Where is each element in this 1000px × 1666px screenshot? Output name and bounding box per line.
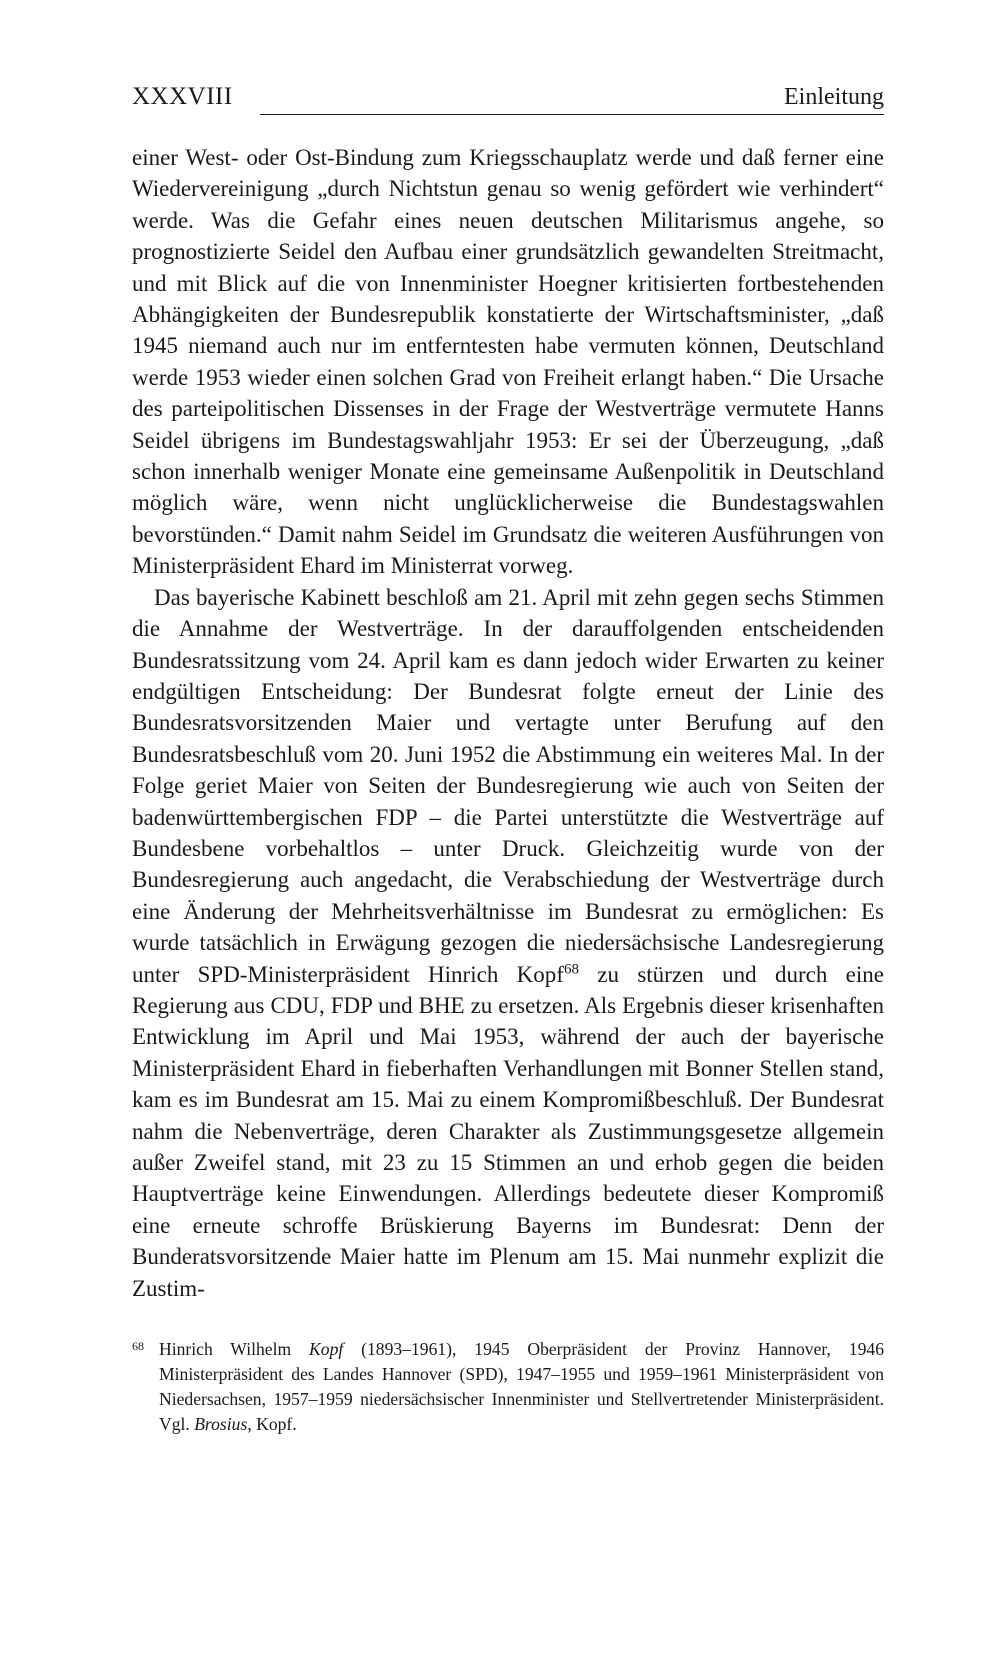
- footnote-text-part-1: Hinrich Wilhelm: [159, 1339, 310, 1359]
- page-number: XXXVIII: [132, 83, 233, 110]
- paragraph-1: einer West- oder Ost-Bindung zum Kriegsschauplatz werde und daß ferner eine Wiedervereinigung „durch Nichtstun genau so wenig gefördert wie verhindert“ werde. Was die Gefahr eines neuen deutschen Militarismus angehe, so prognostizierte Seidel den Aufbau einer grundsätzlich gewandelten Streitmacht, und mit Blick auf die von Innenminister Hoegner kritisierten fortbestehenden Abhängigkeiten der Bundesrepublik konstatierte der Wirtschaftsminister, „daß 1945 niemand auch nur im entferntesten habe vermuten können, Deutschland werde 1953 wieder einen solchen Grad von Freiheit erlangt haben.“ Die Ursache des parteipolitischen Dissenses in der Frage der Westverträge vermutete Hanns Seidel übrigens im Bundestagswahljahr 1953: Er sei der Überzeugung, „daß schon innerhalb weniger Monate eine gemeinsame Außenpolitik in Deutschland möglich wäre, wenn nicht unglücklicherweise die Bundestagswahlen bevorstünden.“ Damit nahm Seidel im Grundsatz die weiteren Ausführungen von Ministerpräsident Ehard im Ministerrat vorweg.: [132, 145, 884, 579]
- main-text: [132, 142, 884, 1304]
- running-title: Einleitung: [784, 84, 884, 110]
- paragraph-2: [132, 582, 884, 1304]
- paragraph-2-text-after-note: zu stürzen und durch eine Regierung aus CDU, FDP und BHE zu ersetzen. Als Ergebnis dieser krisenhaften Entwicklung im April und Mai 1953, während der auch der bayerische Ministerpräsident Ehard in fieberhaften Verhandlungen mit Bonner Stellen stand, kam es im Bundesrat am 15. Mai zu einem Kompromißbeschluß. Der Bundesrat nahm die Nebenverträge, deren Charakter als Zustimmungsgesetze allgemein außer Zweifel stand, mit 23 zu 15 Stimmen an und erhob gegen die beiden Hauptverträge keine Einwendungen. Allerdings bedeutete dieser Kompromiß eine erneute schroffe Brüskierung Bayerns im Bundesrat: Denn der Bunderatsvorsitzende Maier hatte im Plenum am 15. Mai nunmehr explizit die Zustim-: [132, 961, 884, 1301]
- footnote-reference-68[interactable]: 68: [563, 960, 579, 977]
- footnote-68: [132, 1337, 884, 1437]
- footnote-number: 68: [132, 1339, 144, 1353]
- footnote-italic-author: Brosius: [194, 1414, 248, 1434]
- header-rule: [260, 114, 884, 115]
- footnote-text-part-3: , Kopf.: [247, 1414, 297, 1434]
- footnotes: [132, 1337, 884, 1437]
- footnote-italic-name: Kopf: [309, 1339, 344, 1359]
- footnote-text-part-2: (1893–1961), 1945 Oberpräsident der Provinz Hannover, 1946 Ministerpräsident des Landes Hannover (SPD), 1947–1955 und 1959–1961 Ministerpräsident von Niedersachsen, 1957–1959 niedersächsischer Innenminister und Stellvertretender Ministerpräsident. Vgl.: [159, 1339, 884, 1434]
- running-head: [132, 82, 884, 116]
- paragraph-2-text-before-note: Das bayerische Kabinett beschloß am 21. April mit zehn gegen sechs Stimmen die Annahme der Westverträge. In der darauffolgenden entscheidenden Bundesratssitzung vom 24. April kam es dann jedoch wider Erwarten zu keiner endgültigen Entscheidung: Der Bundesrat folgte erneut der Linie des Bundesratsvorsitzenden Maier und vertagte unter Berufung auf den Bundesratsbeschluß vom 20. Juni 1952 die Abstimmung ein weiteres Mal. In der Folge geriet Maier von Seiten der Bundesregierung wie auch von Seiten der badenwürttembergischen FDP – die Partei unterstützte die Westverträge auf Bundesbene vorbehaltlos – unter Druck. Gleichzeitig wurde von der Bundesregierung auch angedacht, die Verabschiedung der Westverträge durch eine Änderung der Mehrheitsverhältnisse im Bundesrat zu ermöglichen: Es wurde tatsächlich in Erwägung gezogen die niedersächsische Landesregierung unter SPD-Ministerpräsident Hinrich Kopf: [132, 584, 884, 987]
